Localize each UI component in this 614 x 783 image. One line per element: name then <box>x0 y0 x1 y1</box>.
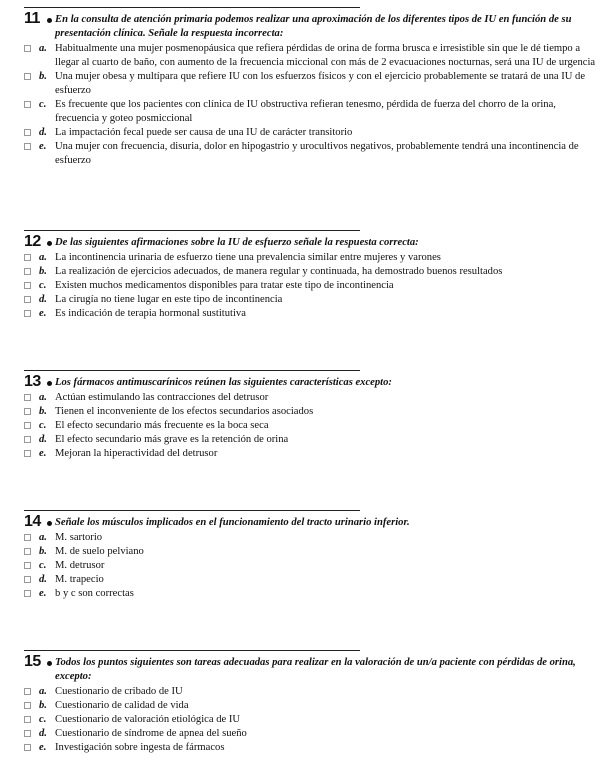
bullet-dot-icon <box>47 521 52 526</box>
option-d[interactable] <box>24 293 599 307</box>
option-letter: a. <box>39 686 47 697</box>
option-b[interactable] <box>24 545 599 559</box>
option-letter: b. <box>39 546 47 557</box>
checkbox-icon[interactable] <box>24 450 31 457</box>
question-text: Todos los puntos siguientes son tareas adecuadas para realizar en la valoración de un/a paciente con pérdidas de orina, excepto: <box>55 657 576 682</box>
option-b[interactable] <box>24 265 599 279</box>
question-text: Señale los músculos implicados en el funcionamiento del tracto urinario inferior. <box>55 517 410 528</box>
question-header <box>24 373 599 390</box>
checkbox-icon[interactable] <box>24 436 31 443</box>
option-letter: a. <box>39 532 47 543</box>
option-text: La realización de ejercicios adecuados, de manera regular y continuada, ha demostrado buenos resultados <box>55 266 503 277</box>
option-c[interactable] <box>24 279 599 293</box>
option-b[interactable] <box>24 70 599 98</box>
option-a[interactable] <box>24 391 599 405</box>
option-letter: c. <box>39 99 47 110</box>
option-text: Habitualmente una mujer posmenopáusica que refiera pérdidas de orina de forma brusca e irresistible sin que le dé tiempo a llegar al cuarto de baño, con aumento de la frecuencia miccional con más de 2 evacuaciones nocturnas, será una IU de urgencia <box>55 43 596 68</box>
question-number: 11 <box>24 10 40 27</box>
bullet-dot-icon <box>47 18 52 23</box>
option-letter: b. <box>39 406 47 417</box>
question-number: 12 <box>24 233 41 250</box>
bullet-dot-icon <box>47 661 52 666</box>
option-letter: a. <box>39 43 47 54</box>
question-header <box>24 653 599 684</box>
checkbox-icon[interactable] <box>24 548 31 555</box>
option-text: Actúan estimulando las contracciones del detrusor <box>55 392 269 403</box>
option-text: La impactación fecal puede ser causa de una IU de carácter transitorio <box>55 127 353 138</box>
option-text: El efecto secundario más frecuente es la boca seca <box>55 420 269 431</box>
option-letter: b. <box>39 266 47 277</box>
option-letter: a. <box>39 392 47 403</box>
answer-options <box>24 685 599 755</box>
option-letter: c. <box>39 560 47 571</box>
option-e[interactable] <box>24 307 599 321</box>
checkbox-icon[interactable] <box>24 101 31 108</box>
option-letter: b. <box>39 71 47 82</box>
option-letter: e. <box>39 141 47 152</box>
option-text: La incontinencia urinaria de esfuerzo tiene una prevalencia similar entre mujeres y varones <box>55 252 441 263</box>
checkbox-icon[interactable] <box>24 576 31 583</box>
option-d[interactable] <box>24 573 599 587</box>
checkbox-icon[interactable] <box>24 45 31 52</box>
checkbox-icon[interactable] <box>24 310 31 317</box>
answer-options <box>24 531 599 601</box>
checkbox-icon[interactable] <box>24 730 31 737</box>
checkbox-icon[interactable] <box>24 702 31 709</box>
option-letter: d. <box>39 434 47 445</box>
checkbox-icon[interactable] <box>24 254 31 261</box>
question-divider <box>24 370 360 371</box>
checkbox-icon[interactable] <box>24 143 31 150</box>
option-letter: c. <box>39 420 47 431</box>
question-header <box>24 233 599 250</box>
option-text: El efecto secundario más grave es la retención de orina <box>55 434 289 445</box>
option-text: M. trapecio <box>55 574 104 585</box>
question-divider <box>24 7 360 8</box>
option-letter: e. <box>39 588 47 599</box>
question-text: En la consulta de atención primaria podemos realizar una aproximación de los diferentes tipos de IU en función de su presentación clínica. Señale la respuesta incorrecta: <box>55 14 572 39</box>
option-text: Investigación sobre ingesta de fármacos <box>55 742 225 753</box>
option-text: Una mujer con frecuencia, disuria, dolor en hipogastrio y urocultivos negativos, probablemente tendrá una incontinencia de esfuerzo <box>55 141 579 166</box>
option-b[interactable] <box>24 699 599 713</box>
answer-options <box>24 391 599 461</box>
option-letter: e. <box>39 308 47 319</box>
checkbox-icon[interactable] <box>24 408 31 415</box>
option-letter: d. <box>39 574 47 585</box>
option-letter: a. <box>39 252 47 263</box>
option-text: Es frecuente que los pacientes con clínica de IU obstructiva refieran tenesmo, pérdida de fuerza del chorro de la orina, frecuencia y goteo posmiccional <box>55 99 556 124</box>
option-d[interactable] <box>24 727 599 741</box>
question-text: De las siguientes afirmaciones sobre la IU de esfuerzo señale la respuesta correcta: <box>55 237 419 248</box>
question-number: 15 <box>24 653 41 670</box>
question-divider <box>24 510 360 511</box>
option-letter: d. <box>39 294 47 305</box>
question-divider <box>24 230 360 231</box>
option-e[interactable] <box>24 140 599 168</box>
checkbox-icon[interactable] <box>24 422 31 429</box>
option-letter: d. <box>39 728 47 739</box>
checkbox-icon[interactable] <box>24 716 31 723</box>
option-letter: d. <box>39 127 47 138</box>
option-text: b y c son correctas <box>55 588 134 599</box>
option-c[interactable] <box>24 98 599 126</box>
option-c[interactable] <box>24 559 599 573</box>
checkbox-icon[interactable] <box>24 534 31 541</box>
checkbox-icon[interactable] <box>24 394 31 401</box>
checkbox-icon[interactable] <box>24 129 31 136</box>
checkbox-icon[interactable] <box>24 590 31 597</box>
question-number: 13 <box>24 373 41 390</box>
option-text: M. sartorio <box>55 532 103 543</box>
option-e[interactable] <box>24 447 599 461</box>
checkbox-icon[interactable] <box>24 744 31 751</box>
option-letter: e. <box>39 742 47 753</box>
checkbox-icon[interactable] <box>24 296 31 303</box>
option-letter: b. <box>39 700 47 711</box>
bullet-dot-icon <box>47 241 52 246</box>
option-a[interactable] <box>24 251 599 265</box>
answer-options <box>24 42 599 168</box>
checkbox-icon[interactable] <box>24 268 31 275</box>
option-text: M. detrusor <box>55 560 105 571</box>
option-letter: c. <box>39 280 47 291</box>
option-d[interactable] <box>24 433 599 447</box>
option-text: Es indicación de terapia hormonal sustitutiva <box>55 308 246 319</box>
option-text: Cuestionario de cribado de IU <box>55 686 183 697</box>
option-d[interactable] <box>24 126 599 140</box>
question-header <box>24 10 599 41</box>
option-a[interactable] <box>24 685 599 699</box>
option-a[interactable] <box>24 42 599 70</box>
option-a[interactable] <box>24 531 599 545</box>
option-text: Una mujer obesa y multípara que refiere IU con los esfuerzos físicos y con el ejercicio probablemente se tratará de una IU de esfuerzo <box>55 71 586 96</box>
question-header <box>24 513 599 530</box>
option-letter: e. <box>39 448 47 459</box>
option-c[interactable] <box>24 713 599 727</box>
option-e[interactable] <box>24 741 599 755</box>
bullet-dot-icon <box>47 381 52 386</box>
checkbox-icon[interactable] <box>24 688 31 695</box>
answer-options <box>24 251 599 321</box>
checkbox-icon[interactable] <box>24 73 31 80</box>
option-e[interactable] <box>24 587 599 601</box>
option-letter: c. <box>39 714 47 725</box>
option-text: Cuestionario de síndrome de apnea del sueño <box>55 728 247 739</box>
option-text: Existen muchos medicamentos disponibles para tratar este tipo de incontinencia <box>55 280 394 291</box>
option-text: Cuestionario de valoración etiológica de IU <box>55 714 241 725</box>
option-text: Cuestionario de calidad de vida <box>55 700 189 711</box>
checkbox-icon[interactable] <box>24 282 31 289</box>
question-divider <box>24 650 360 651</box>
question-number: 14 <box>24 513 41 530</box>
question-text: Los fármacos antimuscarínicos reúnen las siguientes características excepto: <box>55 377 392 388</box>
option-text: M. de suelo pelviano <box>55 546 144 557</box>
option-text: Mejoran la hiperactividad del detrusor <box>55 448 218 459</box>
option-text: Tienen el inconveniente de los efectos secundarios asociados <box>55 406 314 417</box>
option-b[interactable] <box>24 405 599 419</box>
checkbox-icon[interactable] <box>24 562 31 569</box>
option-text: La cirugía no tiene lugar en este tipo de incontinencia <box>55 294 283 305</box>
option-c[interactable] <box>24 419 599 433</box>
